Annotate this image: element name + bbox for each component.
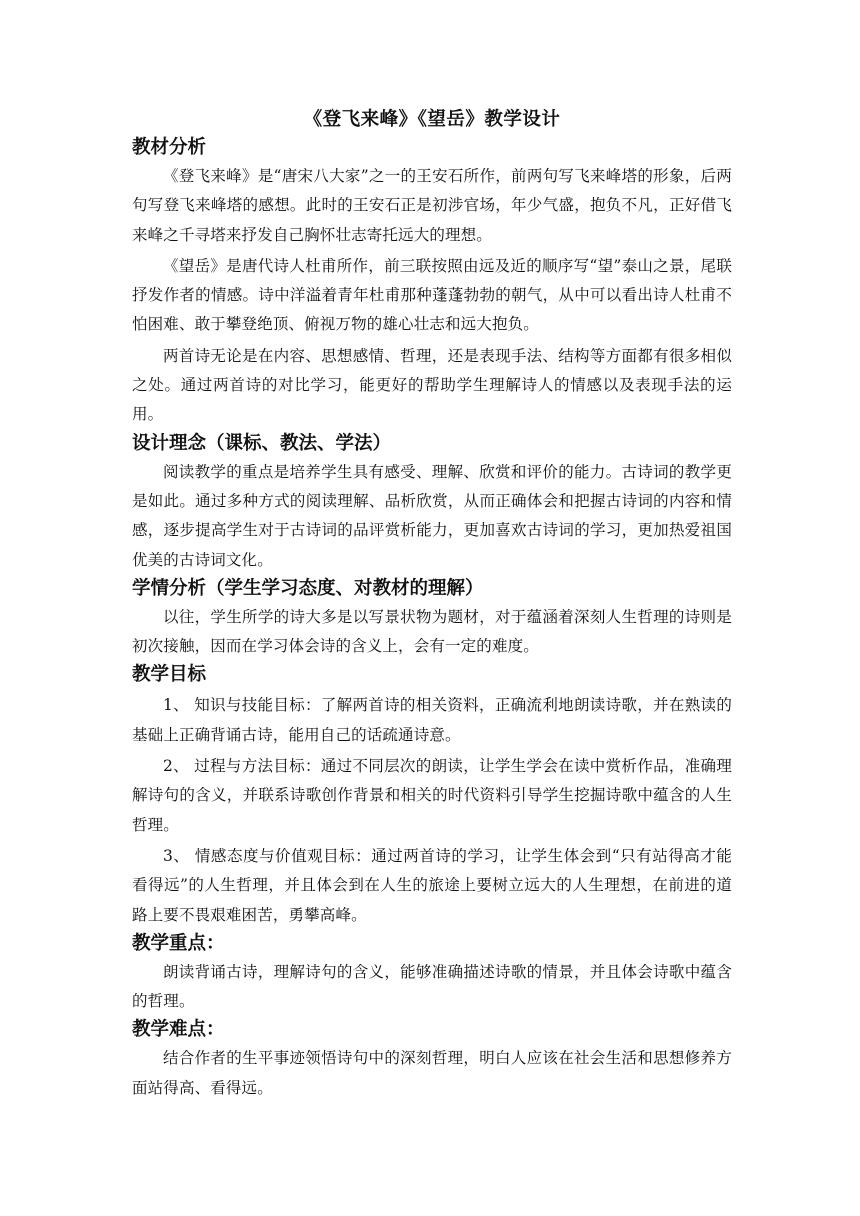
paragraph-design-concept: 阅读教学的重点是培养学生具有感受、理解、欣赏和评价的能力。古诗词的教学更是如此。通过多种方式的阅读理解、品析欣赏，从而正确体会和把握古诗词的内容和情感，逐步提高学生对于古诗词的品评赏析能力，更加喜欢古诗词的学习，更加热爱祖国优美的古诗词文化。 (132, 462, 732, 569)
goal-text: 情感态度与价值观目标：通过两首诗的学习，让学生体会到“只有站得高才能看得远”的人生哲理，并且体会到在人生的旅途上要树立远大的人生理想，在前进的道路上要不畏艰难困苦，勇攀高峰。 (132, 846, 733, 924)
section-heading-difficult-points: 教学难点： (132, 1019, 225, 1041)
section-heading-learner-analysis: 学情分析（学生学习态度、对教材的理解） (132, 577, 484, 599)
goal-item-emotion-values (132, 842, 732, 930)
paragraph-key-points: 朗读背诵古诗，理解诗句的含义，能够准确描述诗歌的情景，并且体会诗歌中蕴含的哲理。 (132, 962, 732, 1011)
section-heading-teaching-goals: 教学目标 (132, 664, 207, 686)
document-title: 《登飞来峰》《望岳》教学设计 (303, 109, 561, 130)
section-heading-textbook-analysis: 教材分析 (132, 137, 207, 158)
document-page (132, 100, 732, 1103)
goal-item-process-methods (132, 752, 732, 840)
goal-text: 过程与方法目标：通过不同层次的朗读，让学生学会在读中赏析作品，准确理解诗句的含义，并联系诗歌创作背景和相关的时代资料引导学生挖掘诗歌中蕴含的人生哲理。 (132, 757, 732, 834)
goal-number: 3、 (163, 846, 190, 865)
paragraph-difficult-points: 结合作者的生平事迹领悟诗句中的深刻哲理，明白人应该在社会生活和思想修养方面站得高、看得远。 (132, 1049, 732, 1097)
section-heading-design-concept: 设计理念（课标、教法、学法） (132, 432, 392, 454)
goal-number: 1、 (163, 696, 190, 715)
goal-text: 知识与技能目标：了解两首诗的相关资料，正确流利地朗读诗歌，并在熟读的基础上正确背诵古诗，能用自己的话疏通诗意。 (132, 696, 732, 744)
goal-item-knowledge-skills (132, 691, 732, 750)
paragraph-textbook-analysis-2: 《望岳》是唐代诗人杜甫所作，前三联按照由远及近的顺序写“望”泰山之景，尾联抒发作者的情感。诗中洋溢着青年杜甫那种蓬蓬勃勃的朝气，从中可以看出诗人杜甫不怕困难、敢于攀登绝顶、俯视万物的雄心壮志和远大抱负。 (132, 256, 732, 334)
paragraph-textbook-analysis-1: 《登飞来峰》是“唐宋八大家”之一的王安石所作，前两句写飞来峰塔的形象，后两句写登飞来峰塔的感想。此时的王安石正是初涉官场，年少气盛，抱负不凡，正好借飞来峰之千寻塔来抒发自己胸怀壮志寄托远大的理想。 (132, 167, 732, 244)
section-heading-key-points: 教学重点： (132, 932, 225, 954)
paragraph-learner-analysis: 以往，学生所学的诗大多是以写景状物为题材，对于蕴涵着深刻人生哲理的诗则是初次接触，因而在学习体会诗的含义上，会有一定的难度。 (132, 607, 732, 656)
paragraph-textbook-analysis-3: 两首诗无论是在内容、思想感情、哲理，还是表现手法、结构等方面都有很多相似之处。通过两首诗的对比学习，能更好的帮助学生理解诗人的情感以及表现手法的运用。 (132, 346, 732, 424)
goal-number: 2、 (163, 757, 190, 776)
